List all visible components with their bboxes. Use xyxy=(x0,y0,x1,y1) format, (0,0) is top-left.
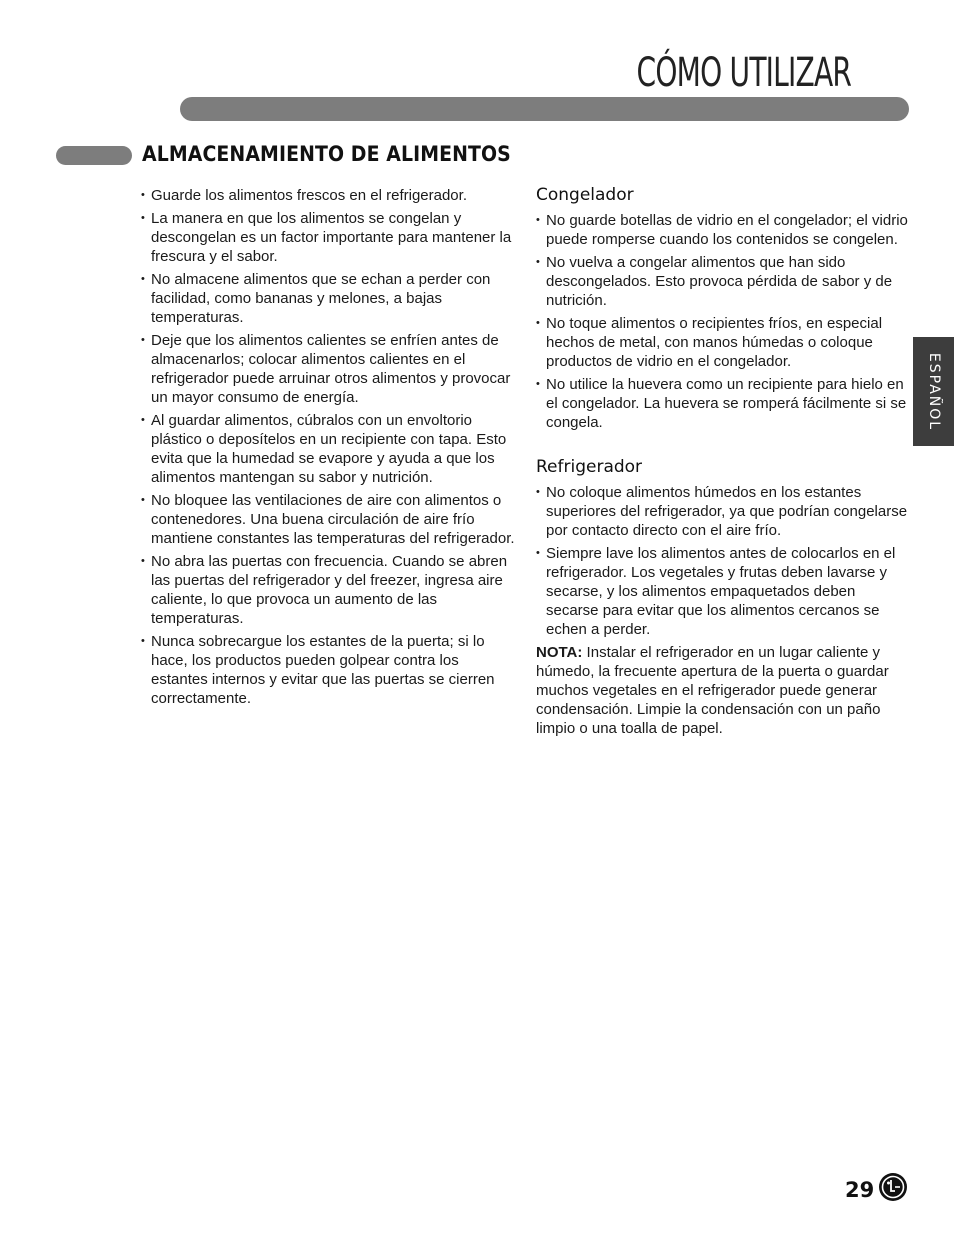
list-item: • Deje que los alimentos calientes se enfríen antes de almacenarlos; colocar alimentos calientes en el refrigerador puede arruinar otros alimentos y provocar un mayor consumo de energía. xyxy=(141,331,516,407)
page-title: CÓMO UTILIZAR xyxy=(636,50,851,96)
list-item: • No utilice la huevera como un recipiente para hielo en el congelador. La huevera se romperá fácilmente si se congela. xyxy=(536,375,908,432)
note-label: NOTA: xyxy=(536,644,583,661)
note-paragraph xyxy=(536,643,908,738)
section-title: ALMACENAMIENTO DE ALIMENTOS xyxy=(142,142,511,166)
title-bar xyxy=(180,97,909,121)
left-column xyxy=(141,186,516,712)
section-pill xyxy=(56,146,132,165)
list-item: • Al guardar alimentos, cúbralos con un envoltorio plástico o deposítelos en un recipiente con tapa. Esto evita que la humedad se evapore y ayuda a que los alimentos mantengan su sabor y nutrición. xyxy=(141,411,516,487)
freezer-list xyxy=(536,211,908,432)
list-item: • No abra las puertas con frecuencia. Cuando se abren las puertas del refrigerador y del freezer, ingresa aire caliente, lo que provoca un aumento de las temperaturas. xyxy=(141,552,516,628)
list-item: • Nunca sobrecargue los estantes de la puerta; si lo hace, los productos pueden golpear contra los estantes internos y evitar que las puertas se cierren correctamente. xyxy=(141,632,516,708)
refrigerator-heading: Refrigerador xyxy=(536,457,643,477)
list-item: • No coloque alimentos húmedos en los estantes superiores del refrigerador, ya que podrían congelarse por contacto directo con el aire frío. xyxy=(536,483,908,540)
list-item: • Siempre lave los alimentos antes de colocarlos en el refrigerador. Los vegetales y frutas deben lavarse y secarse, y los alimentos empaquetados deben secarse para evitar que los alimentos cercanos se echen a perder. xyxy=(536,544,908,639)
note-text: Instalar el refrigerador en un lugar caliente y húmedo, la frecuente apertura de la puerta o guardar muchos vegetales en el refrigerador puede generar condensación. Limpie la condensación con un paño limpio o una toalla de papel. xyxy=(536,644,889,737)
list-item: • No almacene alimentos que se echan a perder con facilidad, como bananas y melones, a bajas temperaturas. xyxy=(141,270,516,327)
page-number: 29 xyxy=(845,1178,875,1202)
general-tips-list xyxy=(141,186,516,708)
list-item: • No guarde botellas de vidrio en el congelador; el vidrio puede romperse cuando los contenidos se congelen. xyxy=(536,211,908,249)
list-item: • La manera en que los alimentos se congelan y descongelan es un factor importante para mantener la frescura y el sabor. xyxy=(141,209,516,266)
list-item: • No toque alimentos o recipientes fríos, en especial hechos de metal, con manos húmedas o coloque productos de vidrio en el congelador. xyxy=(536,314,908,371)
list-item: • No bloquee las ventilaciones de aire con alimentos o contenedores. Una buena circulación de aire frío mantiene constantes las temperaturas del refrigerador. xyxy=(141,491,516,548)
language-tab xyxy=(913,337,954,446)
language-tab-label: ESPAÑOL xyxy=(925,352,942,431)
list-item: • Guarde los alimentos frescos en el refrigerador. xyxy=(141,186,516,205)
list-item: • No vuelva a congelar alimentos que han sido descongelados. Esto provoca pérdida de sabor y de nutrición. xyxy=(536,253,908,310)
freezer-heading: Congelador xyxy=(536,185,634,205)
refrigerator-list xyxy=(536,483,908,639)
right-column xyxy=(536,186,908,738)
lg-logo-icon xyxy=(878,1172,908,1202)
